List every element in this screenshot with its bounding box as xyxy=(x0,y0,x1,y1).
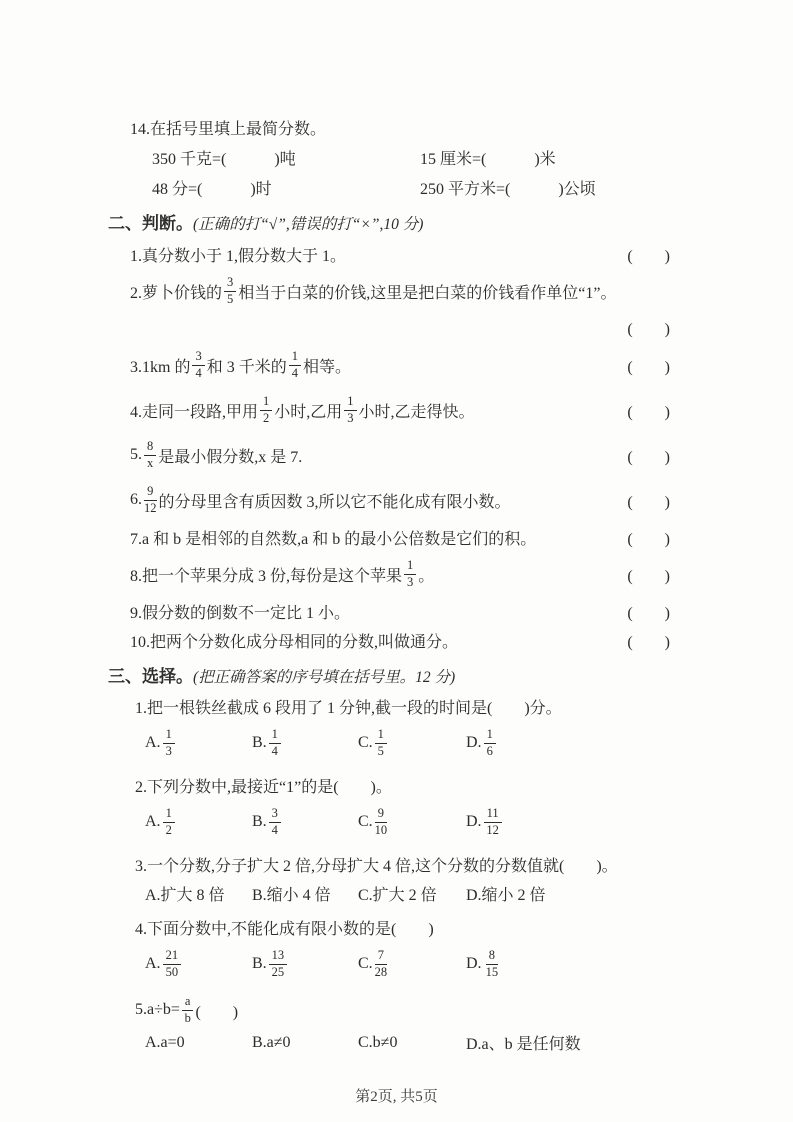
option-label: C. xyxy=(358,813,373,830)
judgment-4-t1: 4.走同一段路,甲用 xyxy=(130,403,259,421)
denominator: 3 xyxy=(347,410,354,425)
section3-instruction: (把正确答案的序号填在括号里。12 分) xyxy=(193,669,456,686)
choice-q5-option-d: D.a、b 是任何数 xyxy=(466,1036,581,1053)
q14-blank-cm-to-m: 15 厘米=( )米 xyxy=(420,151,556,168)
numerator: 1 xyxy=(375,728,387,744)
numerator: 1 xyxy=(269,728,281,744)
judgment-3-t1: 3.1km 的 xyxy=(130,358,191,376)
fraction-8-x xyxy=(144,440,156,471)
q14-blank-min-to-hour: 48 分=( )时 xyxy=(152,181,272,198)
choice-q4-stem: 4.下面分数中,不能化成有限小数的是( ) xyxy=(135,921,434,938)
answer-bracket-3: ( ) xyxy=(627,358,670,376)
judgment-5-t1: 5. xyxy=(130,446,142,463)
judgment-1-text: 1.真分数小于 1,假分数大于 1。 xyxy=(130,247,347,265)
choice-q1-option-d xyxy=(466,728,670,759)
judgment-2-t1: 2.萝卜价钱的 xyxy=(130,284,223,302)
choice-q4-option-a xyxy=(145,949,252,980)
fraction-13-25 xyxy=(269,949,288,980)
fraction-1-2 xyxy=(163,807,175,838)
answer-bracket-8: ( ) xyxy=(627,567,670,585)
numerator: 1 xyxy=(484,728,496,744)
judgment-4-t2: 小时,乙用 xyxy=(274,403,343,421)
q14-row-2 xyxy=(152,176,670,199)
fraction-1-3 xyxy=(344,395,356,426)
denominator: 28 xyxy=(374,964,388,979)
denominator: 5 xyxy=(377,743,384,758)
fraction-9-10 xyxy=(375,807,388,838)
judgment-6-t2: 的分母里含有质因数 3,所以它不能化成有限小数。 xyxy=(158,493,511,511)
judgment-10-text: 10.把两个分数化成分母相同的分数,叫做通分。 xyxy=(130,633,459,651)
option-label: A. xyxy=(145,813,161,830)
numerator: 3 xyxy=(269,807,281,823)
choice-q1-option-c xyxy=(358,728,466,759)
numerator: 1 xyxy=(404,559,416,575)
fraction-1-5 xyxy=(375,728,387,759)
denominator: 4 xyxy=(291,365,298,380)
judgment-8-t2: 。 xyxy=(418,567,435,585)
judgment-2-text xyxy=(130,276,616,307)
judgment-6-t1: 6. xyxy=(130,491,142,508)
section2-header xyxy=(108,209,670,234)
answer-bracket-7: ( ) xyxy=(627,530,670,548)
numerator: 1 xyxy=(344,395,356,411)
denominator: x xyxy=(147,455,154,470)
denominator: 5 xyxy=(227,291,234,306)
judgment-item-10 xyxy=(130,628,670,652)
q14-blank-sqm-to-hectare: 250 平方米=( )公顷 xyxy=(420,181,596,198)
option-label: C. xyxy=(358,734,373,751)
choice-q4-option-d xyxy=(466,949,670,980)
choice-q5-option-a: A.a=0 xyxy=(145,1033,185,1051)
numerator: 1 xyxy=(163,728,175,744)
section2-instruction: (正确的打“√”,错误的打“×”,10 分) xyxy=(193,216,424,233)
judgment-item-3 xyxy=(130,345,670,385)
answer-bracket-9: ( ) xyxy=(627,604,670,622)
choice-q4-option-b xyxy=(252,949,358,980)
choice-q5-option-b: B.a≠0 xyxy=(252,1033,291,1051)
option-label: A. xyxy=(145,734,161,751)
numerator: 1 xyxy=(260,395,272,411)
option-label: D. xyxy=(466,955,482,972)
judgment-item-1 xyxy=(130,242,670,266)
option-label: C. xyxy=(358,955,373,972)
fraction-9-12 xyxy=(144,485,157,516)
denominator: 50 xyxy=(165,964,179,979)
exam-content xyxy=(108,116,670,1066)
judgment-item-6 xyxy=(130,480,670,520)
choice-q1-stem: 1.把一根铁丝截成 6 段用了 1 分钟,截一段的时间是( )分。 xyxy=(135,700,562,717)
q14-title: 14.在括号里填上最简分数。 xyxy=(130,121,327,138)
section3-header xyxy=(108,662,670,687)
denominator: 25 xyxy=(271,964,285,979)
choice-q1-option-b xyxy=(252,728,358,759)
fraction-1-4 xyxy=(269,728,281,759)
option-label: B. xyxy=(252,955,267,972)
numerator: a xyxy=(182,995,194,1011)
section3-title: 三、选择。 xyxy=(108,667,193,686)
numerator: 1 xyxy=(163,807,175,823)
answer-bracket-6: ( ) xyxy=(627,493,670,511)
fraction-3-5 xyxy=(224,276,236,307)
option-label: A. xyxy=(145,955,161,972)
judgment-item-8 xyxy=(130,554,670,594)
judgment-5-t2: 是最小假分数,x 是 7. xyxy=(158,448,303,466)
judgment-8-t1: 8.把一个苹果分成 3 份,每份是这个苹果 xyxy=(130,567,403,585)
judgment-item-2 xyxy=(130,271,670,311)
choice-q1-option-a xyxy=(145,728,252,759)
denominator: 12 xyxy=(144,500,157,515)
q14-blank-kg-to-ton: 350 千克=( )吨 xyxy=(152,151,296,168)
denominator: 3 xyxy=(407,574,414,589)
fraction-a-b xyxy=(182,995,194,1026)
option-label: B. xyxy=(252,734,267,751)
judgment-item-5 xyxy=(130,435,670,475)
denominator: 4 xyxy=(271,743,278,758)
denominator: 2 xyxy=(263,410,270,425)
judgment-2-t2: 相当于白菜的价钱,这里是把白菜的价钱看作单位“1”。 xyxy=(238,284,617,302)
judgment-9-text: 9.假分数的倒数不一定比 1 小。 xyxy=(130,604,351,622)
option-label: D. xyxy=(466,734,482,751)
fraction-11-12 xyxy=(484,807,502,838)
numerator: 13 xyxy=(269,949,288,965)
judgment-8-text xyxy=(130,559,434,590)
denominator: 4 xyxy=(195,365,202,380)
denominator: 3 xyxy=(165,743,172,758)
choice-q5-t1: 5.a÷b= xyxy=(135,1001,180,1019)
judgment-4-t3: 小时,乙走得快。 xyxy=(358,403,475,421)
numerator: 7 xyxy=(375,949,388,965)
choice-q2-stem: 2.下列分数中,最接近“1”的是( )。 xyxy=(135,779,392,796)
judgment-item-9 xyxy=(130,599,670,623)
answer-bracket-5: ( ) xyxy=(627,448,670,466)
choice-q1-options xyxy=(145,722,670,764)
judgment-3-t3: 相等。 xyxy=(302,358,351,376)
numerator: 3 xyxy=(224,276,236,292)
fraction-21-50 xyxy=(163,949,182,980)
fraction-3-4 xyxy=(192,350,204,381)
numerator: 11 xyxy=(484,807,502,823)
numerator: 9 xyxy=(144,485,157,501)
fraction-1-3 xyxy=(404,559,416,590)
choice-q5-stem xyxy=(135,995,670,1026)
choice-q4-option-c xyxy=(358,949,466,980)
denominator: 12 xyxy=(486,822,499,837)
choice-q5-option-c: C.b≠0 xyxy=(358,1033,398,1051)
numerator: 9 xyxy=(375,807,388,823)
denominator: b xyxy=(184,1010,191,1025)
choice-q5-text xyxy=(135,995,238,1026)
choice-q3-stem: 3.一个分数,分子扩大 2 倍,分母扩大 4 倍,这个分数的分数值就( )。 xyxy=(135,858,618,875)
option-label: D. xyxy=(466,813,482,830)
numerator: 1 xyxy=(289,350,301,366)
fraction-1-6 xyxy=(484,728,496,759)
choice-q3-option-c: C.扩大 2 倍 xyxy=(358,886,437,904)
option-label: B. xyxy=(252,813,267,830)
answer-bracket-10: ( ) xyxy=(627,633,670,651)
numerator: 3 xyxy=(192,350,204,366)
fraction-8-15 xyxy=(486,949,499,980)
fraction-1-2 xyxy=(260,395,272,426)
answer-bracket-2: ( ) xyxy=(627,321,670,338)
judgment-item-2-bracket-line xyxy=(130,316,670,340)
judgment-3-t2: 和 3 千米的 xyxy=(206,358,287,376)
choice-q5-options xyxy=(145,1030,670,1056)
judgment-4-text xyxy=(130,395,475,426)
numerator: 8 xyxy=(144,440,156,456)
fraction-1-4 xyxy=(289,350,301,381)
choice-q3-option-d: D.缩小 2 倍 xyxy=(466,886,546,904)
answer-bracket-4: ( ) xyxy=(627,403,670,421)
denominator: 15 xyxy=(485,964,499,979)
q14-row-1 xyxy=(152,146,670,169)
judgment-7-text: 7.a 和 b 是相邻的自然数,a 和 b 的最小公倍数是它们的积。 xyxy=(130,530,537,548)
choice-q3-option-a: A.扩大 8 倍 xyxy=(145,886,225,904)
section2-title: 二、判断。 xyxy=(108,214,193,233)
choice-q2-option-d xyxy=(466,807,670,838)
fraction-1-3 xyxy=(163,728,175,759)
choice-q5-t2: ( ) xyxy=(195,1003,239,1021)
choice-q2-options xyxy=(145,801,670,843)
page-number: 第2页, 共5页 xyxy=(355,1089,438,1105)
denominator: 2 xyxy=(165,822,172,837)
denominator: 10 xyxy=(374,822,388,837)
fraction-7-28 xyxy=(375,949,388,980)
denominator: 6 xyxy=(486,743,493,758)
denominator: 4 xyxy=(271,822,278,837)
fraction-3-4 xyxy=(269,807,281,838)
choice-q2-option-a xyxy=(145,807,252,838)
judgment-3-text xyxy=(130,350,351,381)
choice-q2-option-b xyxy=(252,807,358,838)
judgment-item-7 xyxy=(130,525,670,549)
judgment-5-text xyxy=(130,440,302,471)
numerator: 21 xyxy=(163,949,182,965)
judgment-item-4 xyxy=(130,390,670,430)
choice-q2-option-c xyxy=(358,807,466,838)
numerator: 8 xyxy=(486,949,499,965)
answer-bracket-1: ( ) xyxy=(627,247,670,265)
choice-q3-option-b: B.缩小 4 倍 xyxy=(252,886,331,904)
choice-q3-options xyxy=(145,880,670,906)
judgment-6-text xyxy=(130,485,511,516)
choice-q4-options xyxy=(145,943,670,985)
